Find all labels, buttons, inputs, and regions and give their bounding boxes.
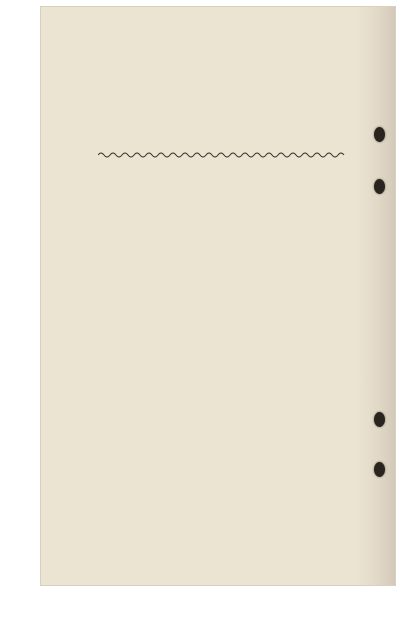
binding-hole	[374, 462, 385, 477]
binding-shadow	[357, 7, 395, 585]
section-divider	[98, 150, 348, 160]
binding-hole	[374, 412, 385, 427]
book-page	[40, 6, 396, 586]
binding-hole	[374, 127, 385, 142]
binding-hole	[374, 179, 385, 194]
